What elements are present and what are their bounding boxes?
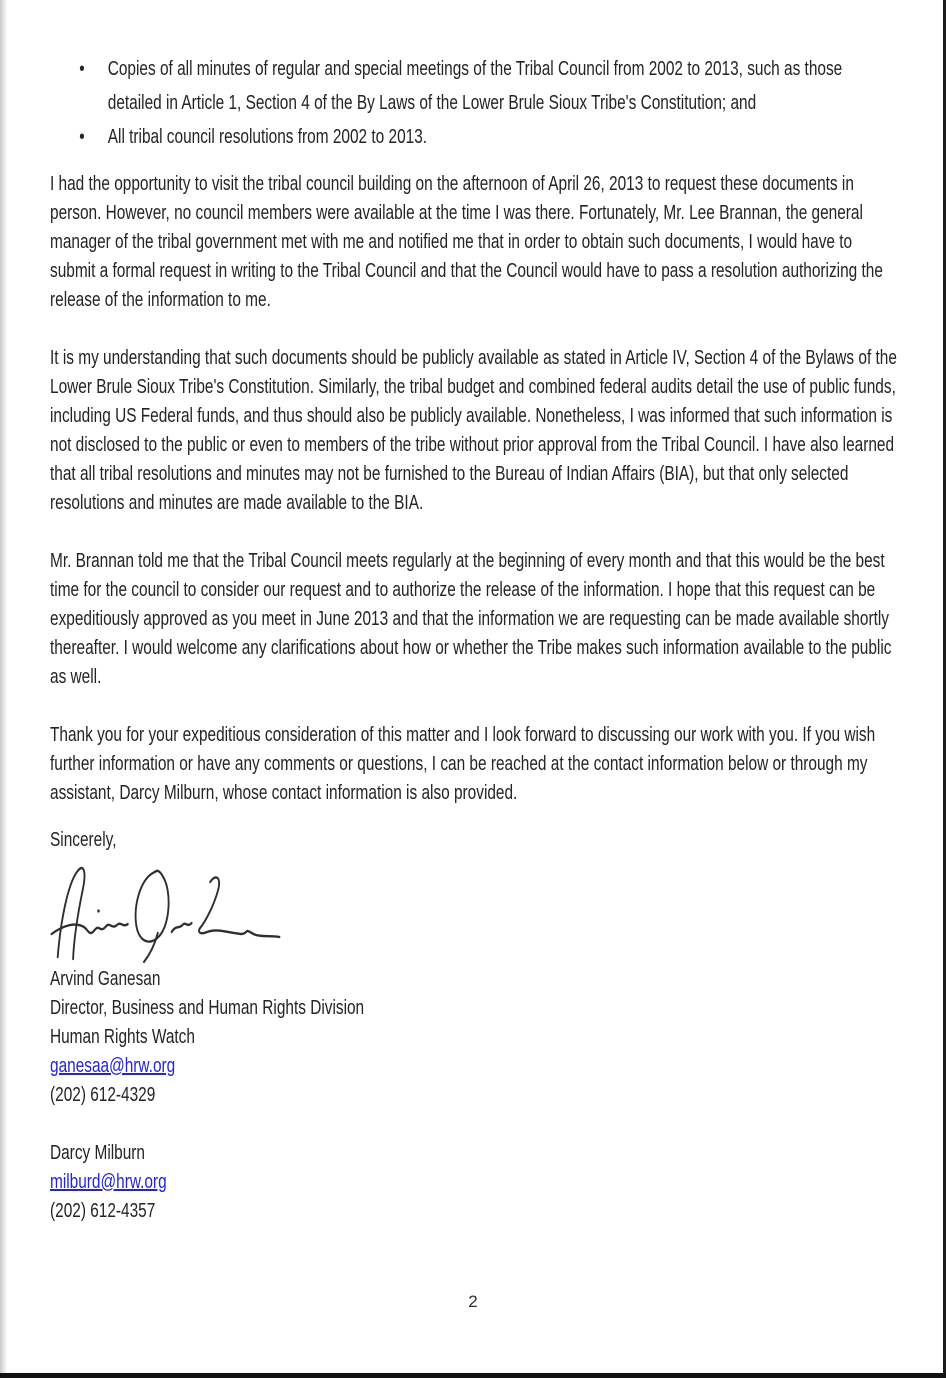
sender-phone: (202) 612-4329 — [50, 1084, 156, 1106]
scan-edge-bottom — [0, 1373, 946, 1378]
sender-contact-block — [50, 965, 897, 1110]
letter-body — [50, 48, 897, 1226]
signature-block — [50, 861, 897, 963]
paragraph-visit: I had the opportunity to visit the tribal council building on the afternoon of April 26, 2013 to request these documents in person. However, no council members were available at the time I was there. Fortunately, Mr. Lee Brannan, the general manager of the tribal government met with me and notified me that in order to obtain such documents, I would have to submit a formal request in writing to the Tribal Council and that the Council would have to pass a resolution authorizing the release of the information to me. — [50, 173, 883, 311]
paragraph-understanding: It is my understanding that such documents should be publicly available as stated in Article IV, Section 4 of the Bylaws of the Lower Brule Sioux Tribe's Constitution. Similarly, the tribal budget and combined federal audits detail the use of public funds, including US Federal funds, and thus should also be publicly available. Nonetheless, I was informed that such information is not disclosed to the public or even to members of the tribe without prior approval from the Tribal Council. I have also learned that all tribal resolutions and minutes may not be furnished to the Bureau of Indian Affairs (BIA), but that only selected resolutions and minutes are made available to the BIA. — [50, 347, 897, 514]
paragraph-council-meeting: Mr. Brannan told me that the Tribal Council meets regularly at the beginning of every month and that this would be the best time for the council to consider our request and to authorize the release of the information. I hope that this request can be expeditiously approved as you meet in June 2013 and that the information we are requesting can be made available shortly thereafter. I would welcome any clarifications about how or whether the Tribe makes such information available to the public as well. — [50, 550, 892, 688]
email-link-milburn[interactable]: milburd@hrw.org — [50, 1171, 167, 1193]
bullet-item-minutes: • Copies of all minutes of regular and special meetings of the Tribal Council from 2002 to 2013, such as those detailed in Article 1, Section 4 of the By Laws of the Lower Brule Sioux Tribe's Constitution; and — [50, 52, 897, 120]
sender-organization: Human Rights Watch — [50, 1026, 195, 1048]
scan-edge-left — [0, 0, 8, 1378]
bullet-item-resolutions: • All tribal council resolutions from 2002 to 2013. — [50, 120, 897, 154]
signature-image — [50, 861, 281, 963]
email-link-ganesan[interactable]: ganesaa@hrw.org — [50, 1055, 176, 1077]
bullet-list — [50, 52, 897, 154]
assistant-contact-block — [50, 1139, 897, 1226]
assistant-phone: (202) 612-4357 — [50, 1200, 156, 1222]
paragraph-thanks: Thank you for your expeditious consideration of this matter and I look forward to discussing our work with you. If you wish further information or have any comments or questions, I can be reached at the contact information below or through my assistant, Darcy Milburn, whose contact information is also provided. — [50, 724, 876, 804]
closing-salutation: Sincerely, — [50, 829, 117, 851]
sender-title: Director, Business and Human Rights Division — [50, 997, 365, 1019]
page-number: 2 — [468, 1292, 478, 1311]
sender-name: Arvind Ganesan — [50, 968, 161, 990]
assistant-name: Darcy Milburn — [50, 1142, 145, 1164]
